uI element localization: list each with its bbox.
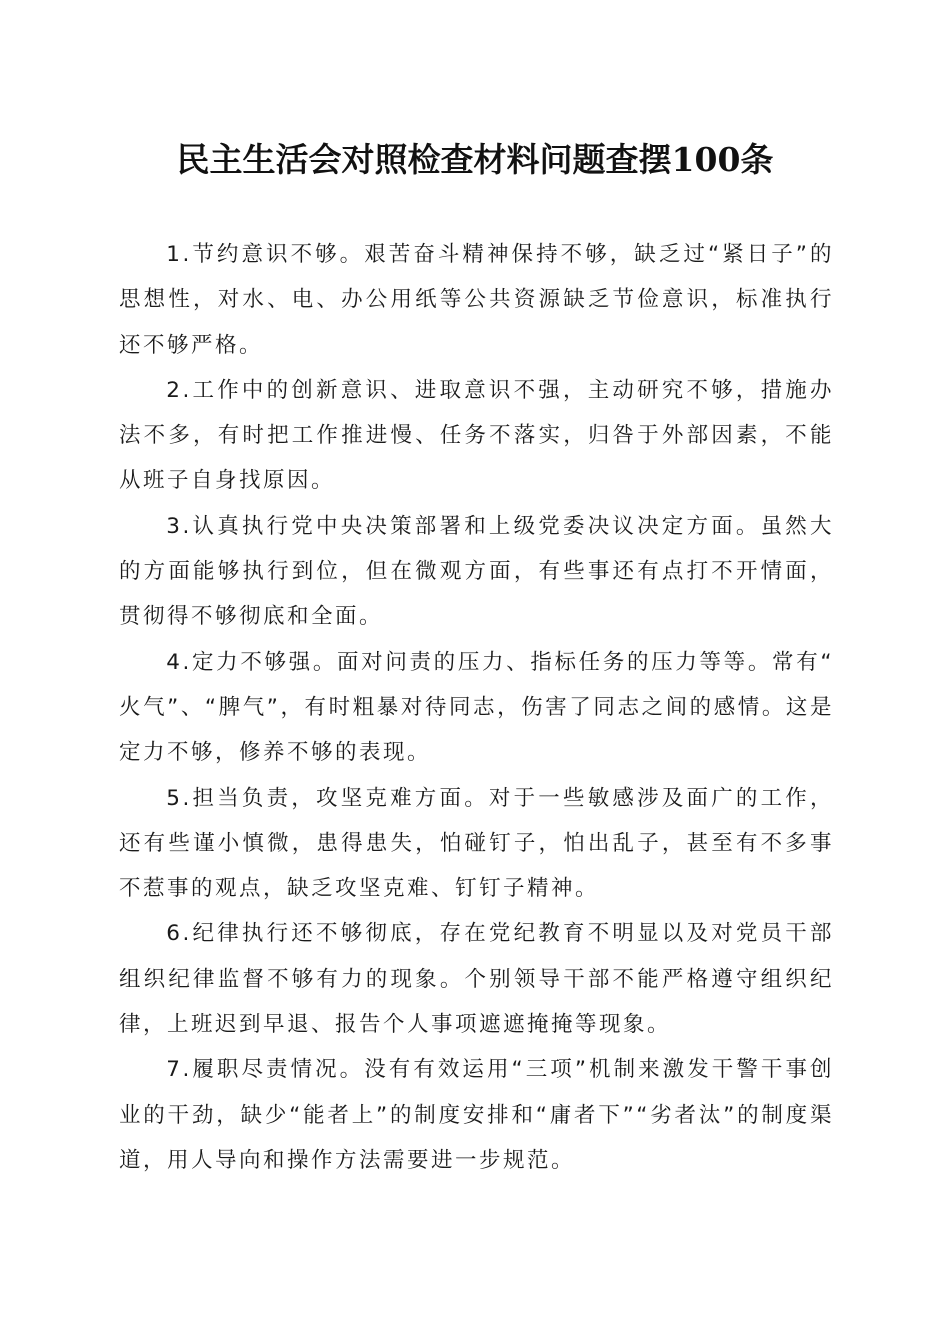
paragraph-item-7: 7.履职尽责情况。没有有效运用“三项”机制来激发干警干事创业的干劲，缺少“能者上”的制度安排和“庸者下”“劣者汰”的制度渠道，用人导向和操作方法需要进一步规范。 — [119, 1057, 834, 1173]
paragraph-item-3: 3.认真执行党中央决策部署和上级党委决议决定方面。虽然大的方面能够执行到位，但在微观方面，有些事还有点打不开情面，贯彻得不够彻底和全面。 — [119, 513, 834, 630]
paragraph-item-1: 1.节约意识不够。艰苦奋斗精神保持不够，缺乏过“紧日子”的思想性，对水、电、办公用纸等公共资源缺乏节俭意识，标准执行还不够严格。 — [119, 242, 834, 358]
paragraph-item-4: 4.定力不够强。面对问责的压力、指标任务的压力等等。常有“火气”、“脾气”，有时粗暴对待同志，伤害了同志之间的感情。这是定力不够，修养不够的表现。 — [119, 649, 834, 766]
paragraph-item-6: 6.纪律执行还不够彻底，存在党纪教育不明显以及对党员干部组织纪律监督不够有力的现象。个别领导干部不能严格遵守组织纪律，上班迟到早退、报告个人事项遮遮掩掩等现象。 — [119, 921, 834, 1038]
document-body — [119, 232, 834, 1183]
paragraph-item-5: 5.担当负责，攻坚克难方面。对于一些敏感涉及面广的工作，还有些谨小慎微，患得患失，怕碰钉子，怕出乱子，甚至有不多事不惹事的观点，缺乏攻坚克难、钉钉子精神。 — [119, 785, 834, 902]
document-title: 民主生活会对照检查材料问题查摆100条 — [176, 140, 774, 179]
paragraph-item-2: 2.工作中的创新意识、进取意识不强，主动研究不够，措施办法不多，有时把工作推进慢、任务不落实，归咎于外部因素，不能从班子自身找原因。 — [119, 377, 834, 494]
